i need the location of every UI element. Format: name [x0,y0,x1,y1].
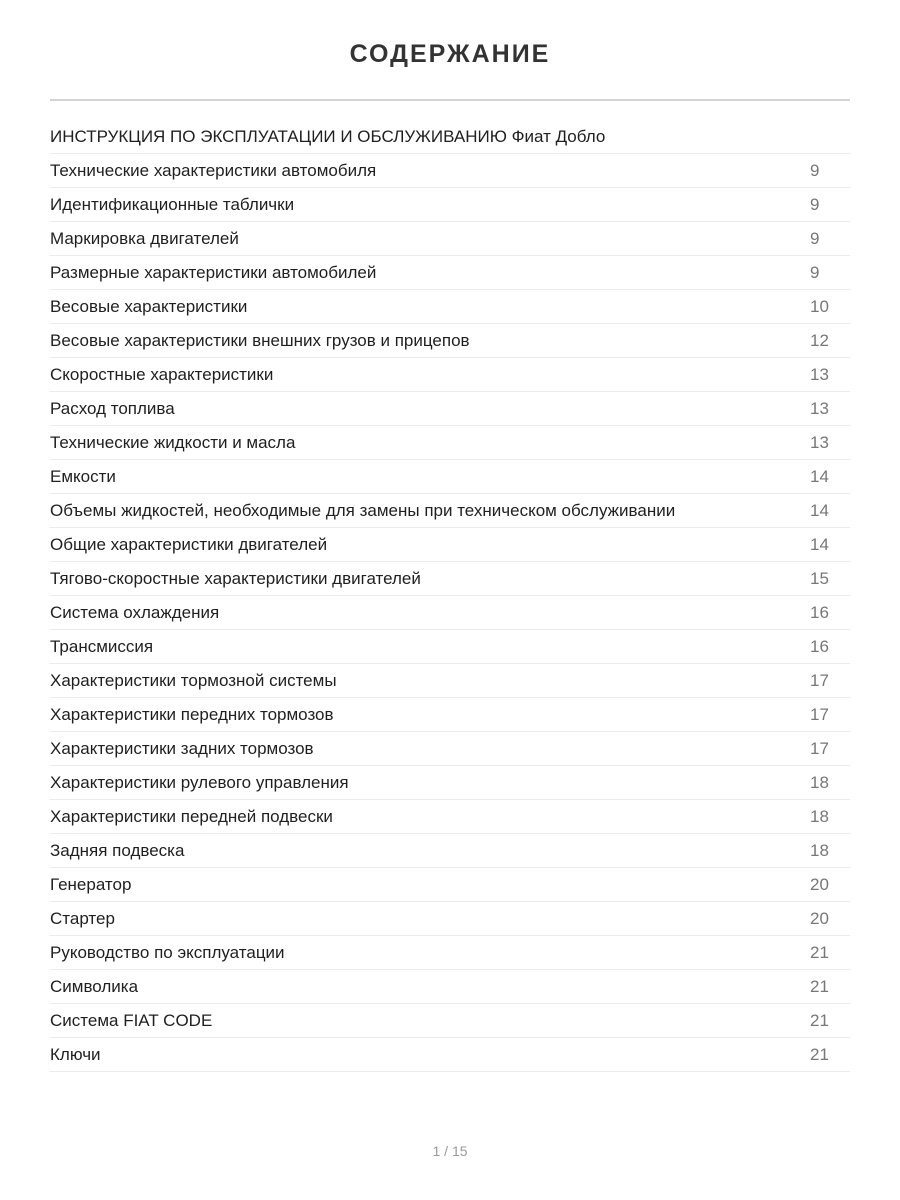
toc-entry-label: Скоростные характеристики [50,365,274,384]
toc-entry[interactable] [50,562,850,596]
toc-entry-label: Трансмиссия [50,637,154,656]
toc-entry[interactable] [50,800,850,834]
toc-entry-label: Генератор [50,875,132,894]
toc-entry[interactable] [50,1038,850,1072]
toc-entry-label: Расход топлива [50,399,175,418]
toc-entry-label: Система FIAT CODE [50,1011,213,1030]
toc-entry-label: Характеристики рулевого управления [50,773,349,792]
toc-entry[interactable] [50,698,850,732]
toc-entry[interactable] [50,528,850,562]
toc-entry[interactable] [50,834,850,868]
toc-entry-page-number: 20 [810,875,829,894]
toc-entry-page-number: 21 [810,1045,829,1064]
toc-entry-label: Размерные характеристики автомобилей [50,263,377,282]
toc-entry-page-number: 17 [810,671,829,690]
page-indicator: 1 / 15 [432,1143,468,1159]
toc-entry[interactable] [50,426,850,460]
toc-entry[interactable] [50,222,850,256]
toc-entry-label: Общие характеристики двигателей [50,535,328,554]
toc-entry-label: Объемы жидкостей, необходимые для замены при техническом обслуживании [50,501,676,520]
toc-entry-label: Технические жидкости и масла [50,433,296,452]
toc-entry[interactable] [50,460,850,494]
toc-entry-label: Тягово-скоростные характеристики двигателей [50,569,421,588]
toc-entry-label: Руководство по эксплуатации [50,943,285,962]
toc-entry[interactable] [50,188,850,222]
toc-entry-label: Маркировка двигателей [50,229,239,248]
toc-entry[interactable] [50,358,850,392]
toc-entry-label: Весовые характеристики внешних грузов и прицепов [50,331,470,350]
toc-entry-label: Емкости [50,467,116,486]
toc-entry-label: Характеристики передних тормозов [50,705,334,724]
toc-entry-label: Характеристики задних тормозов [50,739,314,758]
toc-entry-page-number: 13 [810,433,829,452]
toc-entry[interactable] [50,494,850,528]
toc-entry[interactable] [50,596,850,630]
toc-entry-page-number: 9 [810,229,820,248]
toc-entry-label: Ключи [50,1045,101,1064]
toc-entry-page-number: 13 [810,399,829,418]
toc-entry[interactable] [50,392,850,426]
toc-entry-page-number: 9 [810,161,820,180]
toc-entry-page-number: 21 [810,943,829,962]
toc-entry-page-number: 9 [810,195,820,214]
toc-entry[interactable] [50,290,850,324]
toc-entry[interactable] [50,664,850,698]
toc-entry-label: Характеристики тормозной системы [50,671,337,690]
toc-entry-page-number: 15 [810,569,829,588]
toc-entry-page-number: 17 [810,705,829,724]
toc-section-header: ИНСТРУКЦИЯ ПО ЭКСПЛУАТАЦИИ И ОБСЛУЖИВАНИЮ Фиат Добло [50,120,850,154]
toc-entry-label: Задняя подвеска [50,841,185,860]
toc-entry-page-number: 20 [810,909,829,928]
toc-entry-page-number: 21 [810,1011,829,1030]
toc-entry-page-number: 16 [810,603,829,622]
toc-entry-page-number: 12 [810,331,829,350]
toc-entry-page-number: 17 [810,739,829,758]
toc-entry-page-number: 18 [810,807,829,826]
toc-entry-page-number: 14 [810,535,829,554]
toc-entry-page-number: 18 [810,841,829,860]
page-title: СОДЕРЖАНИЕ [349,40,551,68]
toc-list [50,154,850,1072]
toc-entry[interactable] [50,732,850,766]
toc-entry[interactable] [50,1004,850,1038]
toc-entry-label: Весовые характеристики [50,297,248,316]
toc-entry[interactable] [50,936,850,970]
toc-entry-page-number: 18 [810,773,829,792]
toc-entry[interactable] [50,630,850,664]
toc-entry-page-number: 14 [810,501,829,520]
toc-entry[interactable] [50,766,850,800]
toc-entry-label: Характеристики передней подвески [50,807,333,826]
toc-entry-page-number: 10 [810,297,829,316]
toc-entry-page-number: 14 [810,467,829,486]
toc-entry-page-number: 13 [810,365,829,384]
toc-entry-label: Стартер [50,909,115,928]
toc-entry-page-number: 16 [810,637,829,656]
toc-entry-label: Символика [50,977,139,996]
toc-entry-label: Система охлаждения [50,603,220,622]
toc-entry[interactable] [50,868,850,902]
toc-entry[interactable] [50,154,850,188]
toc-entry[interactable] [50,256,850,290]
toc-entry-label: Идентификационные таблички [50,195,295,214]
toc-entry-page-number: 9 [810,263,820,282]
toc-entry-label: Технические характеристики автомобиля [50,161,377,180]
title-divider [50,99,850,101]
toc-entry-page-number: 21 [810,977,829,996]
toc-entry[interactable] [50,324,850,358]
toc-entry[interactable] [50,902,850,936]
toc-entry[interactable] [50,970,850,1004]
